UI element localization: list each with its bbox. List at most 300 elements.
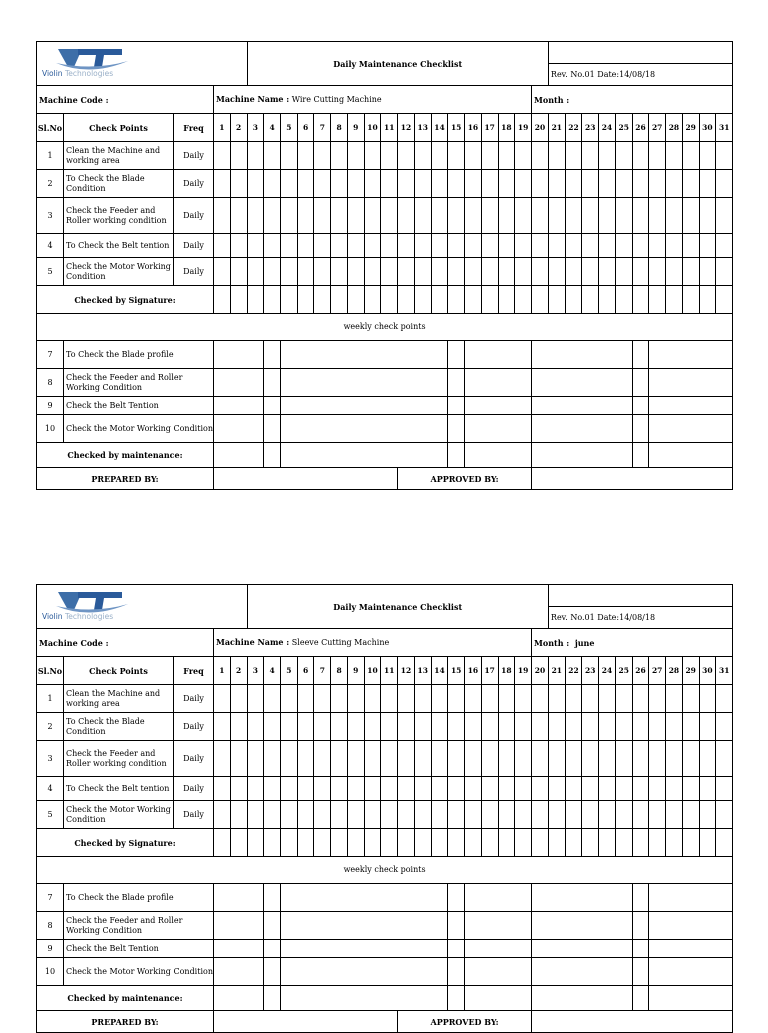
weekly-check-cell[interactable] xyxy=(264,397,281,415)
approved-by-field[interactable] xyxy=(532,1011,733,1033)
weekly-check-cell[interactable] xyxy=(649,912,733,940)
daily-check-cell[interactable] xyxy=(682,142,699,170)
daily-check-cell[interactable] xyxy=(599,198,616,234)
signature-cell[interactable] xyxy=(515,286,532,314)
daily-check-cell[interactable] xyxy=(431,685,448,713)
weekly-check-cell[interactable] xyxy=(214,397,264,415)
daily-check-cell[interactable] xyxy=(532,741,549,777)
daily-check-cell[interactable] xyxy=(515,234,532,258)
daily-check-cell[interactable] xyxy=(398,234,415,258)
weekly-check-cell[interactable] xyxy=(264,958,281,986)
daily-check-cell[interactable] xyxy=(582,801,599,829)
signature-cell[interactable] xyxy=(548,286,565,314)
daily-check-cell[interactable] xyxy=(682,741,699,777)
daily-check-cell[interactable] xyxy=(347,713,364,741)
daily-check-cell[interactable] xyxy=(649,234,666,258)
weekly-check-cell[interactable] xyxy=(280,369,447,397)
signature-cell[interactable] xyxy=(666,829,683,857)
daily-check-cell[interactable] xyxy=(582,142,599,170)
daily-check-cell[interactable] xyxy=(699,713,716,741)
daily-check-cell[interactable] xyxy=(448,741,465,777)
daily-check-cell[interactable] xyxy=(666,198,683,234)
daily-check-cell[interactable] xyxy=(632,741,649,777)
daily-check-cell[interactable] xyxy=(331,234,348,258)
weekly-check-cell[interactable] xyxy=(448,884,465,912)
daily-check-cell[interactable] xyxy=(297,142,314,170)
daily-check-cell[interactable] xyxy=(498,713,515,741)
weekly-check-cell[interactable] xyxy=(632,341,649,369)
daily-check-cell[interactable] xyxy=(548,741,565,777)
weekly-check-cell[interactable] xyxy=(264,940,281,958)
daily-check-cell[interactable] xyxy=(214,258,231,286)
daily-check-cell[interactable] xyxy=(565,713,582,741)
signature-cell[interactable] xyxy=(247,286,264,314)
daily-check-cell[interactable] xyxy=(364,198,381,234)
daily-check-cell[interactable] xyxy=(230,741,247,777)
daily-check-cell[interactable] xyxy=(582,258,599,286)
weekly-check-cell[interactable] xyxy=(532,958,633,986)
maintenance-cell[interactable] xyxy=(264,443,281,468)
approved-by-field[interactable] xyxy=(532,468,733,490)
daily-check-cell[interactable] xyxy=(297,234,314,258)
daily-check-cell[interactable] xyxy=(381,777,398,801)
daily-check-cell[interactable] xyxy=(548,234,565,258)
signature-cell[interactable] xyxy=(297,829,314,857)
weekly-check-cell[interactable] xyxy=(632,958,649,986)
weekly-check-cell[interactable] xyxy=(448,912,465,940)
maintenance-cell[interactable] xyxy=(465,986,532,1011)
signature-cell[interactable] xyxy=(548,829,565,857)
daily-check-cell[interactable] xyxy=(414,713,431,741)
signature-cell[interactable] xyxy=(398,829,415,857)
daily-check-cell[interactable] xyxy=(481,198,498,234)
daily-check-cell[interactable] xyxy=(532,713,549,741)
daily-check-cell[interactable] xyxy=(532,777,549,801)
maintenance-cell[interactable] xyxy=(448,986,465,1011)
daily-check-cell[interactable] xyxy=(398,741,415,777)
daily-check-cell[interactable] xyxy=(666,713,683,741)
weekly-check-cell[interactable] xyxy=(264,415,281,443)
daily-check-cell[interactable] xyxy=(565,801,582,829)
daily-check-cell[interactable] xyxy=(230,801,247,829)
daily-check-cell[interactable] xyxy=(682,713,699,741)
daily-check-cell[interactable] xyxy=(398,713,415,741)
daily-check-cell[interactable] xyxy=(214,801,231,829)
signature-cell[interactable] xyxy=(615,286,632,314)
daily-check-cell[interactable] xyxy=(331,170,348,198)
daily-check-cell[interactable] xyxy=(297,198,314,234)
daily-check-cell[interactable] xyxy=(582,198,599,234)
daily-check-cell[interactable] xyxy=(649,777,666,801)
daily-check-cell[interactable] xyxy=(247,142,264,170)
daily-check-cell[interactable] xyxy=(230,258,247,286)
daily-check-cell[interactable] xyxy=(565,170,582,198)
daily-check-cell[interactable] xyxy=(214,685,231,713)
daily-check-cell[interactable] xyxy=(666,170,683,198)
maintenance-cell[interactable] xyxy=(532,443,633,468)
daily-check-cell[interactable] xyxy=(264,170,281,198)
daily-check-cell[interactable] xyxy=(632,777,649,801)
daily-check-cell[interactable] xyxy=(532,142,549,170)
daily-check-cell[interactable] xyxy=(666,142,683,170)
daily-check-cell[interactable] xyxy=(699,685,716,713)
signature-cell[interactable] xyxy=(532,829,549,857)
daily-check-cell[interactable] xyxy=(381,142,398,170)
daily-check-cell[interactable] xyxy=(716,234,733,258)
signature-cell[interactable] xyxy=(280,286,297,314)
daily-check-cell[interactable] xyxy=(431,198,448,234)
weekly-check-cell[interactable] xyxy=(264,369,281,397)
daily-check-cell[interactable] xyxy=(230,234,247,258)
signature-cell[interactable] xyxy=(716,286,733,314)
daily-check-cell[interactable] xyxy=(615,777,632,801)
daily-check-cell[interactable] xyxy=(699,198,716,234)
weekly-check-cell[interactable] xyxy=(632,397,649,415)
maintenance-cell[interactable] xyxy=(280,443,447,468)
daily-check-cell[interactable] xyxy=(448,685,465,713)
signature-cell[interactable] xyxy=(465,829,482,857)
daily-check-cell[interactable] xyxy=(632,198,649,234)
daily-check-cell[interactable] xyxy=(214,142,231,170)
weekly-check-cell[interactable] xyxy=(465,341,532,369)
daily-check-cell[interactable] xyxy=(431,741,448,777)
daily-check-cell[interactable] xyxy=(548,142,565,170)
daily-check-cell[interactable] xyxy=(431,258,448,286)
daily-check-cell[interactable] xyxy=(599,713,616,741)
daily-check-cell[interactable] xyxy=(297,713,314,741)
signature-cell[interactable] xyxy=(632,286,649,314)
daily-check-cell[interactable] xyxy=(632,234,649,258)
daily-check-cell[interactable] xyxy=(364,234,381,258)
daily-check-cell[interactable] xyxy=(548,777,565,801)
daily-check-cell[interactable] xyxy=(716,258,733,286)
weekly-check-cell[interactable] xyxy=(649,397,733,415)
maintenance-cell[interactable] xyxy=(632,443,649,468)
weekly-check-cell[interactable] xyxy=(632,369,649,397)
signature-cell[interactable] xyxy=(699,286,716,314)
daily-check-cell[interactable] xyxy=(398,258,415,286)
daily-check-cell[interactable] xyxy=(515,258,532,286)
daily-check-cell[interactable] xyxy=(381,234,398,258)
daily-check-cell[interactable] xyxy=(699,258,716,286)
daily-check-cell[interactable] xyxy=(632,258,649,286)
signature-cell[interactable] xyxy=(666,286,683,314)
signature-cell[interactable] xyxy=(314,829,331,857)
daily-check-cell[interactable] xyxy=(247,741,264,777)
weekly-check-cell[interactable] xyxy=(649,369,733,397)
daily-check-cell[interactable] xyxy=(431,142,448,170)
weekly-check-cell[interactable] xyxy=(632,884,649,912)
daily-check-cell[interactable] xyxy=(264,741,281,777)
daily-check-cell[interactable] xyxy=(632,170,649,198)
daily-check-cell[interactable] xyxy=(615,170,632,198)
daily-check-cell[interactable] xyxy=(364,741,381,777)
daily-check-cell[interactable] xyxy=(280,713,297,741)
weekly-check-cell[interactable] xyxy=(649,415,733,443)
daily-check-cell[interactable] xyxy=(498,685,515,713)
daily-check-cell[interactable] xyxy=(364,713,381,741)
daily-check-cell[interactable] xyxy=(347,142,364,170)
daily-check-cell[interactable] xyxy=(247,198,264,234)
daily-check-cell[interactable] xyxy=(297,258,314,286)
daily-check-cell[interactable] xyxy=(414,234,431,258)
weekly-check-cell[interactable] xyxy=(465,940,532,958)
daily-check-cell[interactable] xyxy=(264,713,281,741)
daily-check-cell[interactable] xyxy=(582,234,599,258)
daily-check-cell[interactable] xyxy=(314,142,331,170)
daily-check-cell[interactable] xyxy=(247,685,264,713)
daily-check-cell[interactable] xyxy=(230,685,247,713)
daily-check-cell[interactable] xyxy=(649,170,666,198)
daily-check-cell[interactable] xyxy=(347,234,364,258)
daily-check-cell[interactable] xyxy=(615,685,632,713)
daily-check-cell[interactable] xyxy=(498,801,515,829)
daily-check-cell[interactable] xyxy=(699,142,716,170)
daily-check-cell[interactable] xyxy=(599,777,616,801)
daily-check-cell[interactable] xyxy=(398,685,415,713)
weekly-check-cell[interactable] xyxy=(649,341,733,369)
daily-check-cell[interactable] xyxy=(431,777,448,801)
signature-cell[interactable] xyxy=(649,829,666,857)
daily-check-cell[interactable] xyxy=(632,713,649,741)
daily-check-cell[interactable] xyxy=(548,198,565,234)
daily-check-cell[interactable] xyxy=(314,741,331,777)
daily-check-cell[interactable] xyxy=(314,234,331,258)
daily-check-cell[interactable] xyxy=(247,234,264,258)
weekly-check-cell[interactable] xyxy=(264,912,281,940)
daily-check-cell[interactable] xyxy=(264,258,281,286)
signature-cell[interactable] xyxy=(264,829,281,857)
daily-check-cell[interactable] xyxy=(381,258,398,286)
signature-cell[interactable] xyxy=(364,829,381,857)
daily-check-cell[interactable] xyxy=(582,741,599,777)
daily-check-cell[interactable] xyxy=(666,685,683,713)
daily-check-cell[interactable] xyxy=(314,258,331,286)
daily-check-cell[interactable] xyxy=(414,801,431,829)
daily-check-cell[interactable] xyxy=(498,170,515,198)
signature-cell[interactable] xyxy=(481,286,498,314)
daily-check-cell[interactable] xyxy=(682,685,699,713)
daily-check-cell[interactable] xyxy=(481,801,498,829)
daily-check-cell[interactable] xyxy=(515,801,532,829)
daily-check-cell[interactable] xyxy=(297,170,314,198)
daily-check-cell[interactable] xyxy=(599,801,616,829)
daily-check-cell[interactable] xyxy=(431,713,448,741)
daily-check-cell[interactable] xyxy=(565,234,582,258)
daily-check-cell[interactable] xyxy=(515,777,532,801)
daily-check-cell[interactable] xyxy=(297,777,314,801)
signature-cell[interactable] xyxy=(632,829,649,857)
daily-check-cell[interactable] xyxy=(414,170,431,198)
daily-check-cell[interactable] xyxy=(314,801,331,829)
daily-check-cell[interactable] xyxy=(615,142,632,170)
daily-check-cell[interactable] xyxy=(515,170,532,198)
weekly-check-cell[interactable] xyxy=(649,940,733,958)
daily-check-cell[interactable] xyxy=(599,142,616,170)
daily-check-cell[interactable] xyxy=(515,142,532,170)
daily-check-cell[interactable] xyxy=(498,777,515,801)
daily-check-cell[interactable] xyxy=(481,170,498,198)
daily-check-cell[interactable] xyxy=(716,685,733,713)
daily-check-cell[interactable] xyxy=(314,713,331,741)
weekly-check-cell[interactable] xyxy=(214,884,264,912)
daily-check-cell[interactable] xyxy=(498,142,515,170)
daily-check-cell[interactable] xyxy=(280,142,297,170)
signature-cell[interactable] xyxy=(347,829,364,857)
daily-check-cell[interactable] xyxy=(448,258,465,286)
daily-check-cell[interactable] xyxy=(230,777,247,801)
daily-check-cell[interactable] xyxy=(448,170,465,198)
weekly-check-cell[interactable] xyxy=(448,341,465,369)
maintenance-cell[interactable] xyxy=(532,986,633,1011)
daily-check-cell[interactable] xyxy=(532,258,549,286)
signature-cell[interactable] xyxy=(297,286,314,314)
daily-check-cell[interactable] xyxy=(615,801,632,829)
daily-check-cell[interactable] xyxy=(481,142,498,170)
daily-check-cell[interactable] xyxy=(347,170,364,198)
daily-check-cell[interactable] xyxy=(716,741,733,777)
daily-check-cell[interactable] xyxy=(465,258,482,286)
weekly-check-cell[interactable] xyxy=(465,912,532,940)
signature-cell[interactable] xyxy=(364,286,381,314)
daily-check-cell[interactable] xyxy=(347,198,364,234)
daily-check-cell[interactable] xyxy=(615,198,632,234)
daily-check-cell[interactable] xyxy=(699,741,716,777)
weekly-check-cell[interactable] xyxy=(632,940,649,958)
weekly-check-cell[interactable] xyxy=(214,369,264,397)
daily-check-cell[interactable] xyxy=(280,170,297,198)
daily-check-cell[interactable] xyxy=(666,801,683,829)
daily-check-cell[interactable] xyxy=(314,170,331,198)
daily-check-cell[interactable] xyxy=(481,234,498,258)
daily-check-cell[interactable] xyxy=(565,741,582,777)
signature-cell[interactable] xyxy=(230,829,247,857)
signature-cell[interactable] xyxy=(498,286,515,314)
daily-check-cell[interactable] xyxy=(264,234,281,258)
daily-check-cell[interactable] xyxy=(364,258,381,286)
daily-check-cell[interactable] xyxy=(666,741,683,777)
daily-check-cell[interactable] xyxy=(280,801,297,829)
daily-check-cell[interactable] xyxy=(247,713,264,741)
prepared-by-field[interactable] xyxy=(214,1011,398,1033)
weekly-check-cell[interactable] xyxy=(532,912,633,940)
daily-check-cell[interactable] xyxy=(414,258,431,286)
daily-check-cell[interactable] xyxy=(314,685,331,713)
signature-cell[interactable] xyxy=(599,829,616,857)
daily-check-cell[interactable] xyxy=(582,713,599,741)
weekly-check-cell[interactable] xyxy=(280,341,447,369)
daily-check-cell[interactable] xyxy=(599,170,616,198)
daily-check-cell[interactable] xyxy=(649,801,666,829)
daily-check-cell[interactable] xyxy=(716,198,733,234)
daily-check-cell[interactable] xyxy=(331,713,348,741)
daily-check-cell[interactable] xyxy=(214,713,231,741)
daily-check-cell[interactable] xyxy=(280,198,297,234)
daily-check-cell[interactable] xyxy=(431,801,448,829)
signature-cell[interactable] xyxy=(615,829,632,857)
daily-check-cell[interactable] xyxy=(247,777,264,801)
weekly-check-cell[interactable] xyxy=(280,884,447,912)
daily-check-cell[interactable] xyxy=(280,234,297,258)
daily-check-cell[interactable] xyxy=(532,685,549,713)
signature-cell[interactable] xyxy=(682,286,699,314)
signature-cell[interactable] xyxy=(331,286,348,314)
daily-check-cell[interactable] xyxy=(632,801,649,829)
daily-check-cell[interactable] xyxy=(398,801,415,829)
daily-check-cell[interactable] xyxy=(230,142,247,170)
daily-check-cell[interactable] xyxy=(331,685,348,713)
weekly-check-cell[interactable] xyxy=(448,397,465,415)
signature-cell[interactable] xyxy=(582,829,599,857)
weekly-check-cell[interactable] xyxy=(532,397,633,415)
signature-cell[interactable] xyxy=(498,829,515,857)
weekly-check-cell[interactable] xyxy=(280,415,447,443)
daily-check-cell[interactable] xyxy=(381,685,398,713)
daily-check-cell[interactable] xyxy=(548,258,565,286)
daily-check-cell[interactable] xyxy=(264,142,281,170)
signature-cell[interactable] xyxy=(465,286,482,314)
daily-check-cell[interactable] xyxy=(615,234,632,258)
daily-check-cell[interactable] xyxy=(347,685,364,713)
daily-check-cell[interactable] xyxy=(297,741,314,777)
daily-check-cell[interactable] xyxy=(331,142,348,170)
daily-check-cell[interactable] xyxy=(331,258,348,286)
signature-cell[interactable] xyxy=(582,286,599,314)
weekly-check-cell[interactable] xyxy=(465,958,532,986)
daily-check-cell[interactable] xyxy=(398,777,415,801)
weekly-check-cell[interactable] xyxy=(532,884,633,912)
signature-cell[interactable] xyxy=(599,286,616,314)
daily-check-cell[interactable] xyxy=(532,801,549,829)
daily-check-cell[interactable] xyxy=(666,777,683,801)
daily-check-cell[interactable] xyxy=(448,777,465,801)
daily-check-cell[interactable] xyxy=(515,198,532,234)
daily-check-cell[interactable] xyxy=(649,142,666,170)
signature-cell[interactable] xyxy=(280,829,297,857)
daily-check-cell[interactable] xyxy=(498,234,515,258)
weekly-check-cell[interactable] xyxy=(465,415,532,443)
daily-check-cell[interactable] xyxy=(615,713,632,741)
daily-check-cell[interactable] xyxy=(649,741,666,777)
weekly-check-cell[interactable] xyxy=(632,912,649,940)
daily-check-cell[interactable] xyxy=(682,258,699,286)
daily-check-cell[interactable] xyxy=(414,142,431,170)
daily-check-cell[interactable] xyxy=(381,713,398,741)
daily-check-cell[interactable] xyxy=(448,234,465,258)
daily-check-cell[interactable] xyxy=(381,741,398,777)
daily-check-cell[interactable] xyxy=(682,198,699,234)
daily-check-cell[interactable] xyxy=(716,142,733,170)
signature-cell[interactable] xyxy=(699,829,716,857)
daily-check-cell[interactable] xyxy=(666,234,683,258)
daily-check-cell[interactable] xyxy=(565,198,582,234)
daily-check-cell[interactable] xyxy=(682,234,699,258)
weekly-check-cell[interactable] xyxy=(532,369,633,397)
daily-check-cell[interactable] xyxy=(297,685,314,713)
weekly-check-cell[interactable] xyxy=(448,415,465,443)
daily-check-cell[interactable] xyxy=(599,234,616,258)
daily-check-cell[interactable] xyxy=(280,258,297,286)
signature-cell[interactable] xyxy=(649,286,666,314)
signature-cell[interactable] xyxy=(347,286,364,314)
weekly-check-cell[interactable] xyxy=(280,912,447,940)
daily-check-cell[interactable] xyxy=(280,685,297,713)
daily-check-cell[interactable] xyxy=(582,170,599,198)
daily-check-cell[interactable] xyxy=(682,170,699,198)
daily-check-cell[interactable] xyxy=(565,685,582,713)
daily-check-cell[interactable] xyxy=(347,258,364,286)
daily-check-cell[interactable] xyxy=(548,713,565,741)
